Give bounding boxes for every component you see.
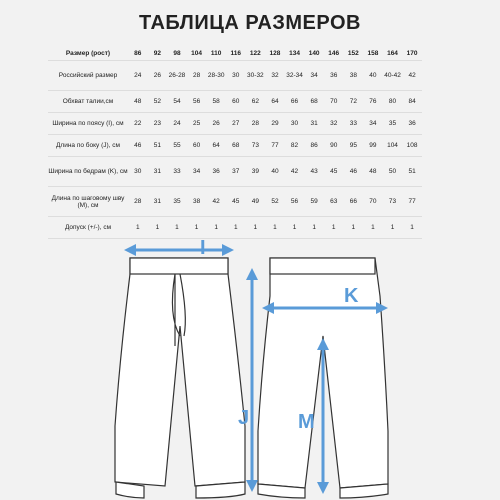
table-cell: 33: [167, 157, 187, 187]
table-cell: 32: [265, 61, 285, 91]
table-cell: 72: [344, 91, 364, 113]
row-label: Длина по шаговому шву (M), см: [48, 187, 128, 217]
table-cell: 90: [324, 135, 344, 157]
table-header-row: [48, 46, 422, 61]
label-i: I: [200, 237, 206, 259]
table-cell: 30-32: [246, 61, 266, 91]
size-table: [48, 46, 422, 239]
table-cell: 122: [246, 46, 266, 61]
table-cell: 152: [344, 46, 364, 61]
table-cell: 48: [363, 157, 383, 187]
table-cell: 95: [344, 135, 364, 157]
table-cell: 24: [167, 113, 187, 135]
table-cell: 1: [402, 217, 422, 239]
table-cell: 86: [128, 46, 148, 61]
row-label: Допуск (+/-), см: [48, 217, 128, 239]
table-cell: 28: [128, 187, 148, 217]
table-cell: 59: [304, 187, 324, 217]
table-cell: 51: [148, 135, 168, 157]
table-cell: 43: [304, 157, 324, 187]
table-cell: 40: [363, 61, 383, 91]
table-cell: 45: [324, 157, 344, 187]
table-cell: 128: [265, 46, 285, 61]
table-cell: 76: [363, 91, 383, 113]
table-cell: 52: [265, 187, 285, 217]
table-cell: 104: [187, 46, 207, 61]
table-cell: 54: [167, 91, 187, 113]
table-cell: 42: [285, 157, 305, 187]
table-cell: 86: [304, 135, 324, 157]
table-cell: 70: [363, 187, 383, 217]
row-label: Российский размер: [48, 61, 128, 91]
row-label: Длина по боку (J), см: [48, 135, 128, 157]
page-title: ТАБЛИЦА РАЗМЕРОВ: [139, 12, 361, 34]
table-cell: 35: [167, 187, 187, 217]
table-cell: 24: [128, 61, 148, 91]
table-cell: 84: [402, 91, 422, 113]
table-cell: 68: [226, 135, 246, 157]
table-cell: 1: [128, 217, 148, 239]
table-cell: 56: [285, 187, 305, 217]
table-cell: 50: [383, 157, 403, 187]
table-cell: 37: [226, 157, 246, 187]
table-cell: 56: [187, 91, 207, 113]
table-cell: 26: [148, 61, 168, 91]
table-cell: 58: [206, 91, 226, 113]
table-cell: 33: [344, 113, 364, 135]
table-cell: 28: [187, 61, 207, 91]
table-cell: 42: [402, 61, 422, 91]
table-cell: 34: [187, 157, 207, 187]
table-cell: 34: [304, 61, 324, 91]
table-cell: 39: [246, 157, 266, 187]
table-cell: 1: [344, 217, 364, 239]
row-label: Обхват талии,см: [48, 91, 128, 113]
table-cell: 1: [383, 217, 403, 239]
table-cell: 108: [402, 135, 422, 157]
table-cell: 51: [402, 157, 422, 187]
front-pants: [115, 258, 245, 498]
table-cell: 27: [226, 113, 246, 135]
table-cell: 55: [167, 135, 187, 157]
table-row: [48, 135, 422, 157]
table-cell: 45: [226, 187, 246, 217]
table-cell: 64: [206, 135, 226, 157]
table-cell: 36: [402, 113, 422, 135]
label-j: J: [238, 407, 250, 429]
table-cell: 1: [187, 217, 207, 239]
table-cell: 1: [285, 217, 305, 239]
table-cell: 46: [128, 135, 148, 157]
table-cell: 32-34: [285, 61, 305, 91]
table-cell: 82: [285, 135, 305, 157]
table-row: [48, 113, 422, 135]
table-cell: 1: [167, 217, 187, 239]
table-cell: 31: [304, 113, 324, 135]
table-cell: 36: [206, 157, 226, 187]
table-cell: 1: [226, 217, 246, 239]
table-cell: 48: [128, 91, 148, 113]
table-cell: 32: [324, 113, 344, 135]
table-cell: 31: [148, 157, 168, 187]
row-label: Ширина по поясу (I), см: [48, 113, 128, 135]
table-cell: 31: [148, 187, 168, 217]
table-cell: 134: [285, 46, 305, 61]
table-row: [48, 157, 422, 187]
table-cell: 77: [402, 187, 422, 217]
table-cell: 30: [128, 157, 148, 187]
table-cell: 1: [265, 217, 285, 239]
table-cell: 23: [148, 113, 168, 135]
table-cell: 52: [148, 91, 168, 113]
table-cell: 116: [226, 46, 246, 61]
table-cell: 49: [246, 187, 266, 217]
table-cell: 1: [246, 217, 266, 239]
table-cell: 98: [167, 46, 187, 61]
table-cell: 28: [246, 113, 266, 135]
pants-diagram: [0, 236, 500, 500]
table-cell: 66: [344, 187, 364, 217]
row-label: Ширина по бедрам (K), см: [48, 157, 128, 187]
table-row: [48, 91, 422, 113]
table-cell: 25: [187, 113, 207, 135]
table-cell: 99: [363, 135, 383, 157]
label-k: K: [344, 285, 359, 307]
label-m: M: [298, 411, 315, 433]
table-cell: 1: [206, 217, 226, 239]
table-cell: 66: [285, 91, 305, 113]
table-row: [48, 187, 422, 217]
table-cell: 22: [128, 113, 148, 135]
table-row: [48, 61, 422, 91]
table-cell: 36: [324, 61, 344, 91]
table-cell: 63: [324, 187, 344, 217]
table-cell: 146: [324, 46, 344, 61]
table-cell: 38: [187, 187, 207, 217]
table-cell: 110: [206, 46, 226, 61]
table-cell: 30: [226, 61, 246, 91]
table-cell: 80: [383, 91, 403, 113]
table-cell: 164: [383, 46, 403, 61]
table-cell: 68: [304, 91, 324, 113]
table-cell: 62: [246, 91, 266, 113]
table-cell: 1: [363, 217, 383, 239]
table-cell: 40: [265, 157, 285, 187]
table-cell: 38: [344, 61, 364, 91]
table-cell: 73: [383, 187, 403, 217]
table-cell: 29: [265, 113, 285, 135]
table-cell: 34: [363, 113, 383, 135]
table-cell: 92: [148, 46, 168, 61]
table-cell: 1: [324, 217, 344, 239]
table-cell: 140: [304, 46, 324, 61]
table-cell: 46: [344, 157, 364, 187]
table-cell: 26-28: [167, 61, 187, 91]
table-cell: 30: [285, 113, 305, 135]
table-cell: 1: [304, 217, 324, 239]
table-cell: 104: [383, 135, 403, 157]
table-cell: 60: [226, 91, 246, 113]
table-cell: 73: [246, 135, 266, 157]
table-cell: 28-30: [206, 61, 226, 91]
table-cell: 26: [206, 113, 226, 135]
table-cell: 1: [148, 217, 168, 239]
table-cell: 158: [363, 46, 383, 61]
table-cell: 70: [324, 91, 344, 113]
table-cell: 64: [265, 91, 285, 113]
table-cell: 77: [265, 135, 285, 157]
table-cell: 60: [187, 135, 207, 157]
table-cell: 42: [206, 187, 226, 217]
row-label: Размер (рост): [48, 46, 128, 61]
table-cell: 35: [383, 113, 403, 135]
table-cell: 40-42: [383, 61, 403, 91]
table-cell: 170: [402, 46, 422, 61]
